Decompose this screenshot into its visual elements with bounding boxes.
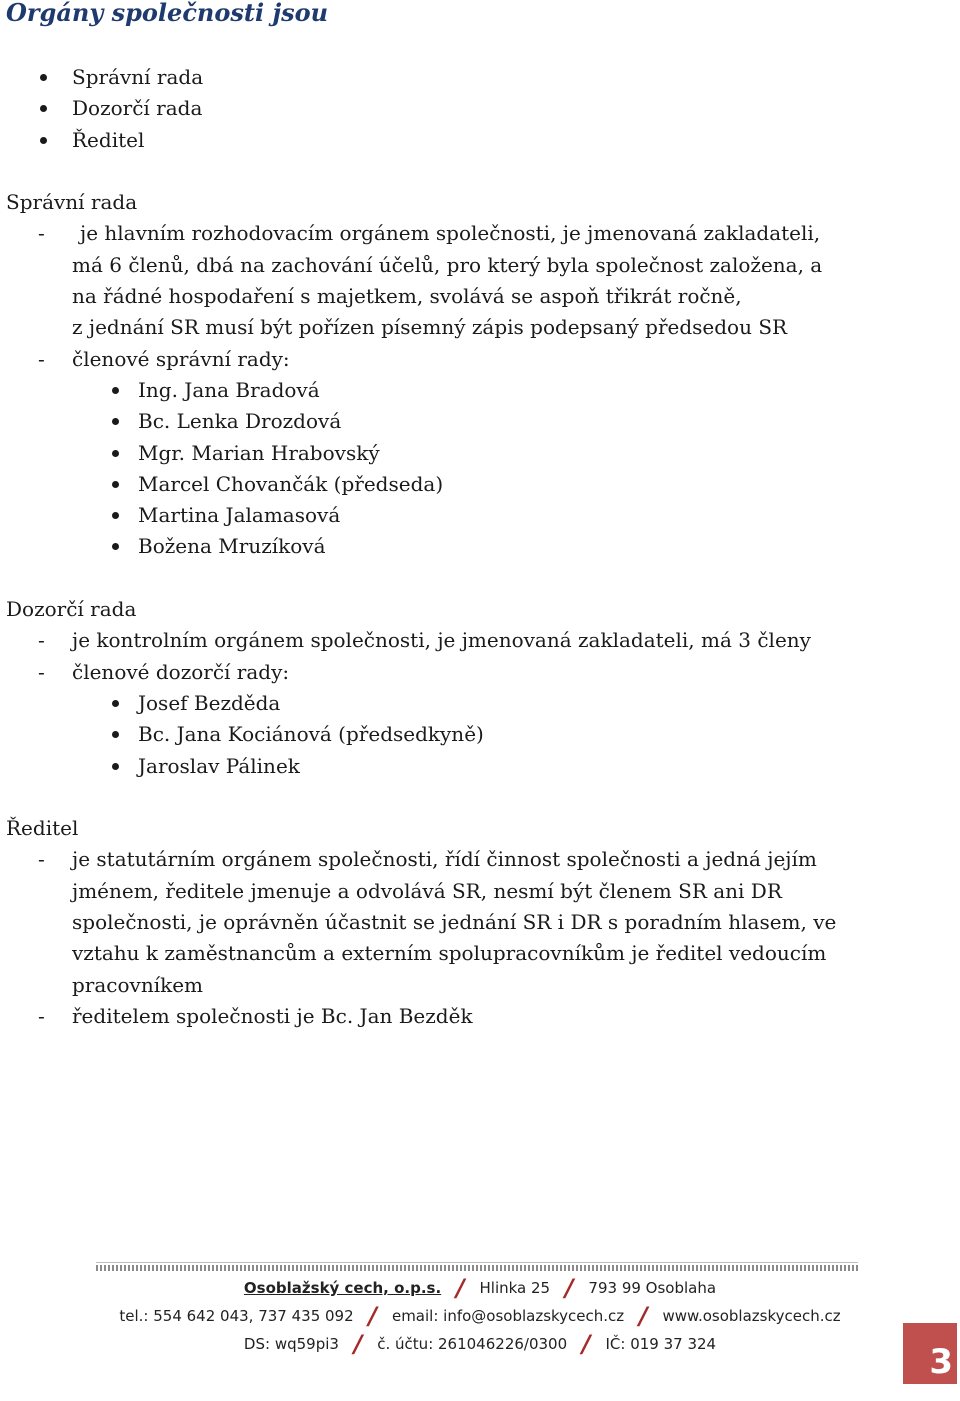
footer-contact-row bbox=[0, 1302, 960, 1330]
footer-address-row bbox=[0, 1274, 960, 1302]
document-body: Správní rada Dozorčí rada Ředitel Správní rada - je hlavním rozhodovacím orgánem společnosti, je jmenovaná zakladateli, má 6 členů, dbá na zachování účelů, pro který byla společnost založena, a na řádné hospodaření s majetkem, svolává se aspoň třikrát ročně, z jednání SR musí být pořízen písemný zápis podepsaný předsedou SR - členové správní rady: Ing. Jana Bradová Bc. Lenka Drozdová Mgr. Marian Hrabovský Marcel Chovančák (předseda) Martina Jalamasová Božena Mruzíková Dozorčí rada - je kontrolním orgánem společnosti, je jmenovaná zakladateli, má 3 členy - členové dozorčí rady: Josef Bezděda Bc. Jana Kociánová (předsedkyně) Jaroslav Pálinek Ředitel - je statutárním orgánem společnosti, řídí činnost společnosti a jedná jejím jménem, ředitele jmenuje a odvolává SR, nesmí být členem SR ani DR společnosti, je oprávněn účastnit se jednání SR i DR s poradním hlasem, ve vztahu k zaměstnancům a externím spolupracovníkům je ředitel vedoucím pracovníkem - ředitelem společnosti je Bc. Jan Bezděk bbox=[0, 62, 900, 1032]
footer-phone: tel.: 554 642 043, 737 435 092 bbox=[119, 1307, 354, 1325]
separator-slash: / bbox=[353, 1330, 363, 1358]
section-heading-supervisory: Dozorčí rada bbox=[6, 597, 137, 622]
section-heading-director: Ředitel bbox=[6, 816, 79, 841]
supervisory-description: - je kontrolním orgánem společnosti, je jmenovaná zakladateli, má 3 členy bbox=[38, 628, 811, 653]
supervisory-members-label: - členové dozorčí rady: bbox=[38, 659, 290, 684]
section-heading-board: Správní rada bbox=[6, 190, 138, 215]
bullet-icon bbox=[40, 105, 47, 112]
list-item: Správní rada bbox=[0, 62, 900, 93]
bullet-icon bbox=[112, 481, 119, 488]
list-item: Martina Jalamasová bbox=[0, 500, 900, 531]
list-item: Marcel Chovančák (předseda) bbox=[0, 469, 900, 500]
footer-ds: DS: wq59pi3 bbox=[243, 1335, 339, 1353]
bullet-icon bbox=[112, 418, 119, 425]
board-members-label: - členové správní rady: bbox=[38, 346, 290, 371]
list-item: Josef Bezděda bbox=[0, 688, 900, 719]
footer-email: email: info@osoblazskycech.cz bbox=[391, 1307, 625, 1325]
list-item: Jaroslav Pálinek bbox=[0, 751, 900, 782]
bullet-icon bbox=[112, 700, 119, 707]
footer-city: 793 99 Osoblaha bbox=[588, 1279, 717, 1297]
separator-slash: / bbox=[455, 1274, 465, 1302]
footer-street: Hlinka 25 bbox=[479, 1279, 551, 1297]
list-item: Dozorčí rada bbox=[0, 93, 900, 124]
bullet-icon bbox=[40, 74, 47, 81]
separator-slash: / bbox=[581, 1330, 591, 1358]
footer-account: č. účtu: 261046226/0300 bbox=[377, 1335, 568, 1353]
footer-divider bbox=[96, 1265, 858, 1271]
list-item: Bc. Lenka Drozdová bbox=[0, 406, 900, 437]
bullet-icon bbox=[112, 763, 119, 770]
footer-registration-row bbox=[0, 1330, 960, 1358]
footer-web: www.osoblazskycech.cz bbox=[662, 1307, 841, 1325]
page-title: Orgány společnosti jsou bbox=[6, 0, 329, 27]
bullet-icon bbox=[112, 450, 119, 457]
separator-slash: / bbox=[564, 1274, 574, 1302]
list-item: Božena Mruzíková bbox=[0, 531, 900, 562]
list-item: Mgr. Marian Hrabovský bbox=[0, 438, 900, 469]
bullet-icon bbox=[112, 543, 119, 550]
bullet-icon bbox=[112, 387, 119, 394]
page-number: 3 bbox=[903, 1323, 957, 1384]
list-item: Ing. Jana Bradová bbox=[0, 375, 900, 406]
separator-slash: / bbox=[638, 1302, 648, 1330]
director-description: - je statutárním orgánem společnosti, řídí činnost společnosti a jedná jejím bbox=[38, 847, 817, 872]
bullet-icon bbox=[112, 512, 119, 519]
bullet-icon bbox=[40, 137, 47, 144]
board-description: - je hlavním rozhodovacím orgánem společnosti, je jmenovaná zakladateli, bbox=[38, 221, 821, 246]
director-statement: - ředitelem společnosti je Bc. Jan Bezděk bbox=[38, 1003, 473, 1028]
bullet-icon bbox=[112, 731, 119, 738]
footer-org-name: Osoblažský cech, o.p.s. bbox=[243, 1279, 442, 1297]
footer-ic: IČ: 019 37 324 bbox=[605, 1335, 717, 1353]
list-item: Bc. Jana Kociánová (předsedkyně) bbox=[0, 719, 900, 750]
separator-slash: / bbox=[368, 1302, 378, 1330]
list-item: Ředitel bbox=[0, 125, 900, 156]
